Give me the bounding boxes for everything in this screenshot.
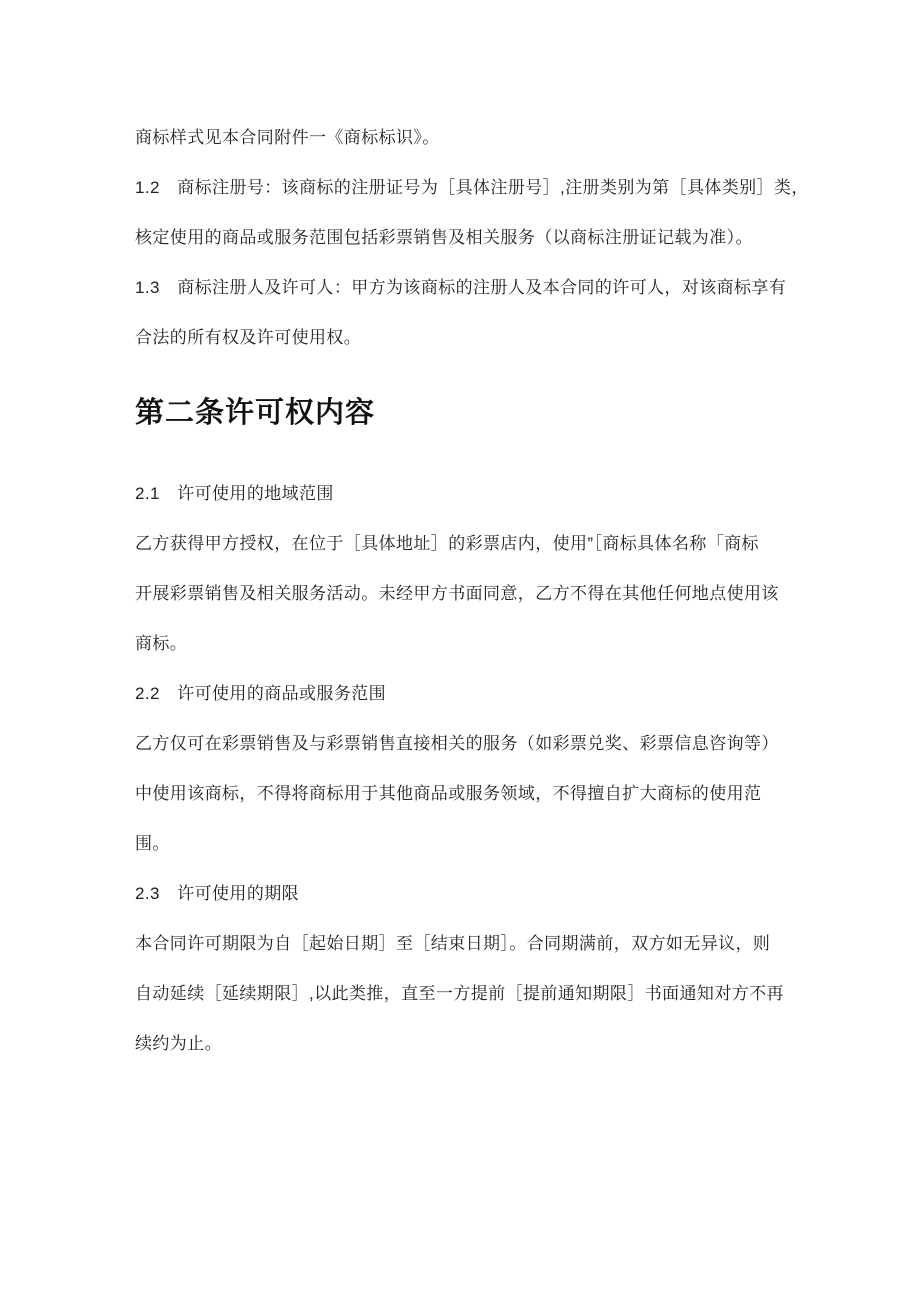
document-line: 乙方仅可在彩票销售及与彩票销售直接相关的服务（如彩票兑奖、彩票信息咨询等） bbox=[135, 734, 779, 753]
document-line: 本合同许可期限为自［起始日期］至［结束日期］。合同期满前，双方如无异议，则 bbox=[135, 934, 771, 953]
clause-2-1-title: 2.1 许可使用的地域范围 bbox=[135, 484, 334, 503]
document-line: 核定使用的商品或服务范围包括彩票销售及相关服务（以商标注册证记载为准）。 bbox=[135, 228, 753, 247]
clause-1-3-line: 1.3 商标注册人及许可人：甲方为该商标的注册人及本合同的许可人，对该商标享有 bbox=[135, 278, 787, 297]
document-line: 自动延续［延续期限］,以此类推，直至一方提前［提前通知期限］书面通知对方不再 bbox=[135, 984, 784, 1003]
clause-1-2-line: 1.2 商标注册号：该商标的注册证号为［具体注册号］,注册类别为第［具体类别］类， bbox=[135, 178, 809, 197]
document-line: 商标样式见本合同附件一《商标标识》。 bbox=[135, 128, 440, 147]
document-line: 开展彩票销售及相关服务活动。未经甲方书面同意，乙方不得在其他任何地点使用该 bbox=[135, 584, 779, 603]
document-line: 合法的所有权及许可使用权。 bbox=[135, 328, 362, 347]
document-line: 商标。 bbox=[135, 634, 188, 653]
document-line: 续约为止。 bbox=[135, 1034, 222, 1053]
document-line: 乙方获得甲方授权，在位于［具体地址］的彩票店内，使用”［商标具体名称「商标 bbox=[135, 534, 759, 553]
document-line: 中使用该商标，不得将商标用于其他商品或服务领域，不得擅自扩大商标的使用范 bbox=[135, 784, 762, 803]
document-line: 围。 bbox=[135, 834, 170, 853]
section-heading-article-2: 第二条许可权内容 bbox=[135, 397, 376, 429]
clause-2-3-title: 2.3 许可使用的期限 bbox=[135, 884, 300, 903]
clause-2-2-title: 2.2 许可使用的商品或服务范围 bbox=[135, 684, 387, 703]
